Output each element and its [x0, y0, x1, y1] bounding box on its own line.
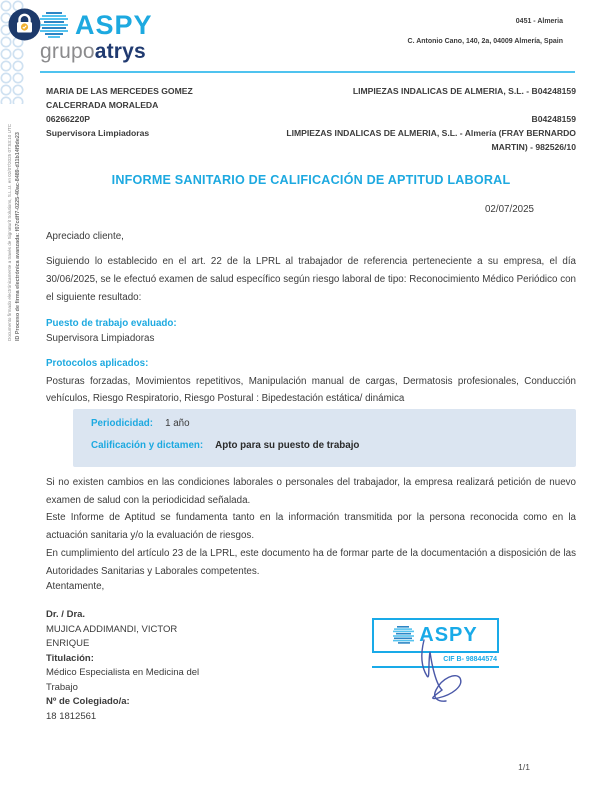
periodicidad-value: 1 año [165, 418, 190, 429]
periodicidad-row [91, 418, 576, 429]
signature-process-id-line: ID Proceso de firma electrónica avanzada: f07cdff7-0225-40ac-8489-d11b14f9de23 [15, 132, 21, 341]
colegiado-value: 18 1812561 [46, 710, 97, 722]
doctor-signature-block [46, 608, 221, 724]
company-cif: B04248159 [531, 114, 576, 124]
calificacion-row [91, 440, 576, 451]
protocolos-value: Posturas forzadas, Movimientos repetitivos, Manipulación manual de cargas, Dermatosis profesionales, Conducción vehículos, Riesgo Respiratorio, Riesgo Postural : Bipedestación estática/ dinámica [46, 376, 576, 404]
stamp-bars-icon [393, 626, 414, 646]
legal-paragraphs [46, 474, 576, 580]
stamp-cif-text: CIF B- 98844574 [372, 653, 499, 668]
center-address: C. Antonio Cano, 140, 2a, 04009 Almería, Spain [407, 38, 563, 45]
legal-paragraph-2: Este Informe de Aptitud se fundamenta tanto en la información transmitida por la persona reconocida como en la actuación sanitaria y/o la evaluación de riesgos. [46, 512, 576, 542]
aspy-logo [40, 12, 153, 62]
puesto-value: Supervisora Limpiadoras [46, 333, 155, 344]
calificacion-value: Apto para su puesto de trabajo [215, 440, 360, 451]
closing-text: Atentamente, [46, 581, 105, 592]
legal-paragraph-1: Si no existen cambios en las condiciones laborales o personales del trabajador, la empresa realizará petición de nuevo examen de salud con la periodicidad señalada. [46, 477, 576, 506]
company-info [276, 84, 576, 154]
header-contact-block [408, 18, 563, 45]
calificacion-label: Calificación y dictamen: [91, 440, 204, 451]
colegiado-label: Nº de Colegiado/a: [46, 696, 130, 707]
lock-badge-icon [8, 8, 41, 41]
legal-paragraph-3: En cumplimiento del artículo 23 de la LPRL, este documento ha de formar parte de la documentación a disposición de las Autoridades Sanitarias y Laborales competentes. [46, 547, 576, 577]
signature-process-doc-line: Documento firmado electrónicamente a través de Signaturit Solutions, S.L.U. en 02/07/2025 07:53:10 UTC [7, 123, 12, 341]
company-work-center: LIMPIEZAS INDALICAS DE ALMERIA, S.L. - Almería (FRAY BERNARDO MARTIN) - 982526/10 [286, 128, 576, 152]
center-code: 0451 - Almeria [515, 18, 563, 25]
logo-group-text [40, 41, 153, 62]
puesto-label: Puesto de trabajo evaluado: [46, 318, 177, 329]
salutation: Apreciado cliente, [46, 231, 124, 242]
dr-label: Dr. / Dra. [46, 609, 86, 620]
doctor-name: MUJICA ADDIMANDI, VICTOR ENRIQUE [46, 623, 178, 649]
header-divider [40, 71, 575, 73]
logo-atrys-text: atrys [94, 40, 146, 63]
intro-paragraph: Siguiendo lo establecido en el art. 22 de la LPRL al trabajador de referencia perteneciente a su empresa, el día 30/06/2025, se le efectuó examen de salud específico según riesgo laboral de tipo: Reconocimiento Médico Periódico con el siguiente resultado: [46, 256, 576, 303]
worker-info [46, 84, 193, 140]
page-number: 1/1 [518, 762, 530, 772]
titulacion-value: Médico Especialista en Medicina del Trabajo [46, 667, 200, 693]
result-box [73, 409, 576, 467]
aspy-stamp [372, 618, 499, 668]
worker-job-title: Supervisora Limpiadoras [46, 128, 150, 138]
document-title: INFORME SANITARIO DE CALIFICACIÓN DE APTITUD LABORAL [111, 173, 511, 187]
worker-dni: 06266220P [46, 114, 90, 124]
aspy-bars-icon [40, 12, 68, 39]
worker-name-line2: CALCERRADA MORALEDA [46, 100, 159, 110]
protocolos-label: Protocolos aplicados: [46, 358, 149, 369]
logo-grupo-text: grupo [40, 40, 95, 63]
worker-name-line1: MARIA DE LAS MERCEDES GOMEZ [46, 86, 193, 96]
periodicidad-label: Periodicidad: [91, 418, 154, 429]
titulacion-label: Titulación: [46, 652, 94, 664]
document-date: 02/07/2025 [484, 204, 534, 215]
stamp-brand-text: ASPY [419, 624, 478, 646]
stamp-frame [372, 618, 499, 653]
company-name-cif: LIMPIEZAS INDALICAS DE ALMERIA, S.L. - B04248159 [352, 86, 576, 96]
logo-brand-text: ASPY [75, 10, 153, 40]
